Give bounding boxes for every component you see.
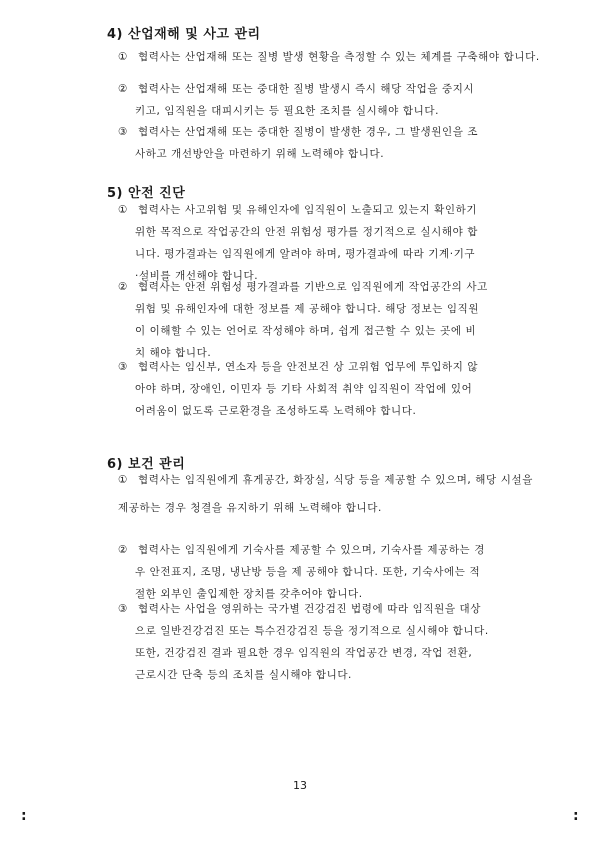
item-text-line: 위험 및 유해인자에 대한 정보를 제 공해야 합니다. 해당 정보는 임직원 [135, 303, 480, 315]
item-text-line: 협력사는 산업재해 또는 질병 발생 현황을 측정할 수 있는 체계를 구축해야 합니다. [138, 51, 540, 63]
item-text-line: 위한 목적으로 작업공간의 안전 위험성 평가를 정기적으로 실시해야 합 [135, 226, 479, 238]
list-item [118, 78, 558, 122]
item-number: ③ [118, 126, 129, 138]
list-item [118, 199, 558, 287]
section-heading-4: 4) 산업재해 및 사고 관리 [107, 27, 261, 42]
item-text-line: 협력사는 사업을 영위하는 국가별 건강검진 법령에 따라 임직원을 대상 [138, 603, 482, 615]
item-text-line: 아야 하며, 장애인, 이민자 등 기타 사회적 취약 임직원이 작업에 있어 [135, 383, 473, 395]
item-number: ③ [118, 361, 129, 373]
list-item [118, 276, 558, 364]
item-text-line: 협력사는 임신부, 연소자 등을 안전보건 상 고위험 업무에 투입하지 않 [138, 361, 479, 373]
item-text-line: 협력사는 안전 위험성 평가결과를 기반으로 임직원에게 작업공간의 사고 [138, 281, 488, 293]
item-text-line: 절한 외부인 출입제한 장치를 갖추어야 합니다. [135, 588, 363, 600]
item-text-line: 키고, 임직원을 대피시키는 등 필요한 조치를 실시해야 합니다. [135, 105, 440, 117]
item-text-line: 협력사는 산업재해 또는 중대한 질병이 발생한 경우, 그 발생원인을 조 [138, 126, 479, 138]
item-text-line: 우 안전표지, 조명, 냉난방 등을 제 공해야 합니다. 또한, 기숙사에는 적 [135, 566, 481, 578]
list-item [118, 121, 558, 165]
item-text-line: 협력사는 사고위험 및 유해인자에 임직원이 노출되고 있는지 확인하기 [138, 204, 478, 216]
item-number: ③ [118, 603, 129, 615]
section-heading-5: 5) 안전 진단 [107, 186, 186, 201]
item-text-line: 으로 일반건강검진 또는 특수건강검진 등을 정기적으로 실시해야 합니다. [135, 625, 489, 637]
item-text-line: 니다. 평가결과는 임직원에게 알려야 하며, 평가결과에 따라 기계·기구 [135, 248, 476, 260]
item-text-line: ·설비를 개선해야 합니다. [135, 270, 259, 282]
item-number: ① [118, 474, 129, 486]
item-number: ① [118, 204, 129, 216]
item-number: ② [118, 281, 129, 293]
list-item [118, 598, 558, 686]
item-text-line: 근로시간 단축 등의 조치를 실시해야 합니다. [135, 669, 352, 681]
list-item [118, 469, 558, 519]
section-heading-6: 6) 보건 관리 [107, 457, 186, 472]
item-text-line: 치 해야 합니다. [135, 347, 212, 359]
item-text-line: 어려움이 없도록 근로환경을 조성하도록 노력해야 합니다. [135, 405, 417, 417]
list-item [118, 46, 558, 68]
corner-mark-right: : [573, 808, 579, 824]
item-text-line: 사하고 개선방안을 마련하기 위해 노력해야 합니다. [135, 148, 385, 160]
item-number: ② [118, 544, 129, 556]
item-text-line: 이 이해할 수 있는 언어로 작성해야 하며, 쉽게 접근할 수 있는 곳에 비 [135, 325, 477, 337]
item-text-line: 또한, 건강검진 결과 필요한 경우 임직원의 작업공간 변경, 작업 전환, [135, 647, 473, 659]
item-number: ② [118, 83, 129, 95]
item-text-line: 협력사는 산업재해 또는 중대한 질병 발생시 즉시 해당 작업을 중지시 [138, 83, 475, 95]
page-number: 13 [293, 779, 307, 792]
corner-mark-left: : [21, 808, 27, 824]
item-number: ① [118, 51, 129, 63]
item-text-line: 제공하는 경우 청결을 유지하기 위해 노력해야 합니다. [118, 502, 382, 514]
list-item [118, 356, 558, 422]
item-text-line: 협력사는 임직원에게 휴게공간, 화장실, 식당 등을 제공할 수 있으며, 해당 시설을 [138, 474, 533, 486]
item-text-line: 협력사는 임직원에게 기숙사를 제공할 수 있으며, 기숙사를 제공하는 경 [138, 544, 485, 556]
list-item [118, 539, 558, 605]
